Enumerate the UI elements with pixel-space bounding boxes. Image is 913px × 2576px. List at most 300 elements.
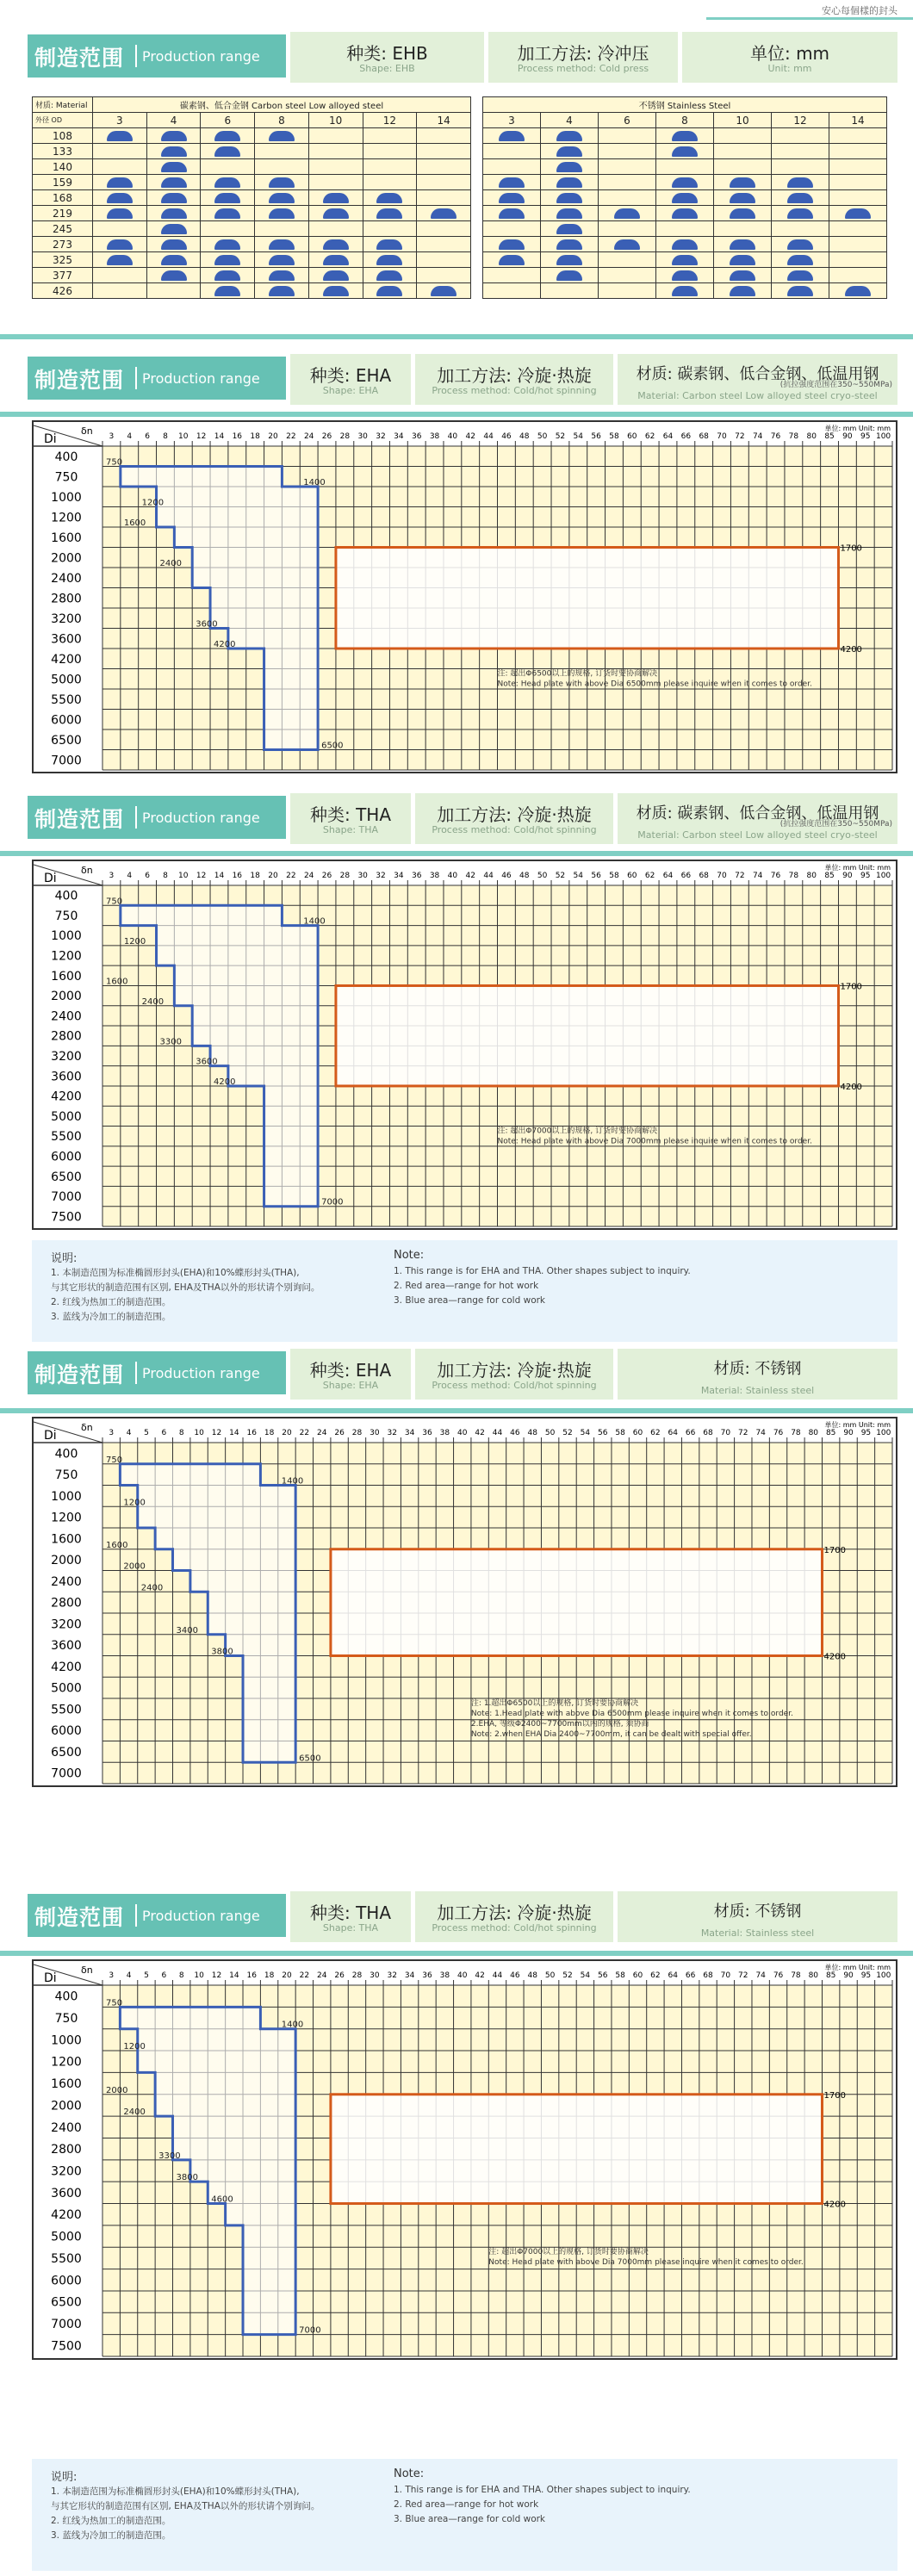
x-tick-label: 100 bbox=[876, 1429, 891, 1437]
head-shape-icon bbox=[672, 208, 698, 219]
range-cell bbox=[599, 283, 656, 299]
range-cell bbox=[714, 175, 772, 190]
thickness-header: 8 bbox=[656, 113, 714, 128]
y-tick-label: 4200 bbox=[51, 1660, 82, 1674]
cold-range-label: 3800 bbox=[176, 2173, 198, 2183]
hot-work-range bbox=[331, 2095, 823, 2204]
head-shape-icon bbox=[499, 208, 525, 219]
x-tick-label: 50 bbox=[537, 432, 548, 441]
range-cell bbox=[772, 283, 829, 299]
thickness-header: 14 bbox=[417, 113, 471, 128]
shape-box bbox=[290, 1346, 411, 1400]
range-cell bbox=[829, 190, 887, 206]
range-section-header bbox=[0, 1339, 913, 1400]
x-tick-label: 44 bbox=[483, 872, 494, 880]
cold-range-label: 3800 bbox=[211, 1647, 233, 1657]
head-shape-icon bbox=[787, 270, 813, 281]
x-tick-label: 46 bbox=[510, 1971, 520, 1980]
head-shape-icon bbox=[323, 255, 349, 265]
range-note: 2.EHA, 等级Φ2400~7700mm以内的规格, 须协商 bbox=[470, 1720, 649, 1729]
hot-work-range bbox=[336, 548, 839, 649]
x-tick-label: 34 bbox=[394, 872, 404, 880]
notes-cn-head: 说明: bbox=[51, 1252, 78, 1265]
range-cell bbox=[541, 159, 599, 175]
x-tick-label: 10 bbox=[194, 1429, 204, 1437]
x-tick-label: 3 bbox=[109, 872, 115, 880]
range-cell bbox=[255, 206, 309, 221]
head-shape-icon bbox=[845, 208, 871, 219]
cold-range-label: 3600 bbox=[196, 619, 218, 630]
x-tick-label: 44 bbox=[483, 432, 494, 441]
y-tick-label: 2000 bbox=[51, 1554, 82, 1568]
material-cn: 材质: 碳素钢、低合金钢、低温用钢 bbox=[636, 365, 879, 383]
range-cell bbox=[93, 144, 147, 159]
range-cell bbox=[483, 144, 541, 159]
y-tick-label: 3600 bbox=[51, 632, 82, 647]
range-cell bbox=[483, 221, 541, 237]
x-tick-label: 68 bbox=[699, 872, 709, 880]
range-cell bbox=[829, 175, 887, 190]
range-cell bbox=[714, 190, 772, 206]
range-cell bbox=[772, 190, 829, 206]
table-row bbox=[483, 128, 887, 144]
head-shape-icon bbox=[161, 177, 187, 188]
range-cell bbox=[714, 128, 772, 144]
range-cell bbox=[483, 268, 541, 283]
x-tick-label: 76 bbox=[773, 1429, 784, 1437]
range-cell bbox=[541, 190, 599, 206]
range-cell bbox=[93, 237, 147, 252]
x-tick-label: 10 bbox=[178, 872, 189, 880]
unit-box bbox=[682, 29, 897, 83]
method-cn: 加工方法: 冷旋·热旋 bbox=[437, 1360, 592, 1381]
y-tick-label: 400 bbox=[54, 889, 78, 903]
range-cell bbox=[829, 221, 887, 237]
note-line-cn: 3. 蓝线为冷加工的制造范围。 bbox=[51, 2530, 171, 2541]
cold-range-label: 1400 bbox=[281, 1476, 304, 1487]
cold-range-label: 750 bbox=[106, 1998, 123, 2008]
note-line-en: 1. This range is for EHA and THA. Other shapes subject to inquiry. bbox=[394, 2485, 691, 2495]
range-cell bbox=[829, 252, 887, 268]
y-tick-label: 6000 bbox=[51, 1150, 82, 1164]
range-cell bbox=[255, 190, 309, 206]
cold-range-label: 1600 bbox=[123, 518, 146, 528]
hot-range-label: 4200 bbox=[823, 1652, 846, 1662]
y-tick-label: 6500 bbox=[51, 2295, 82, 2310]
x-tick-label: 78 bbox=[791, 1429, 801, 1437]
range-cell bbox=[656, 144, 714, 159]
x-tick-label: 38 bbox=[429, 872, 440, 880]
range-cell bbox=[417, 268, 471, 283]
section-header bbox=[28, 1889, 897, 1942]
x-tick-label: 18 bbox=[250, 872, 260, 880]
corner-di-label: Di bbox=[44, 1971, 57, 1985]
range-cell bbox=[363, 159, 417, 175]
material-en: Material: Stainless steel bbox=[700, 1927, 815, 1939]
thickness-header: 8 bbox=[255, 113, 309, 128]
title-cn: 制造范围 bbox=[34, 807, 125, 832]
head-shape-icon bbox=[376, 286, 402, 296]
x-tick-label: 30 bbox=[357, 432, 368, 441]
y-tick-label: 2800 bbox=[51, 1596, 82, 1611]
range-cell bbox=[417, 206, 471, 221]
hot-range-label: 1700 bbox=[823, 1545, 846, 1555]
range-cell bbox=[599, 190, 656, 206]
material-cn: 材质: 不锈钢 bbox=[713, 1360, 802, 1378]
shape-en: Shape: EHB bbox=[359, 63, 415, 74]
x-tick-label: 26 bbox=[321, 872, 332, 880]
head-shape-icon bbox=[161, 255, 187, 265]
x-tick-label: 78 bbox=[791, 1971, 801, 1980]
head-shape-icon bbox=[214, 131, 240, 141]
x-tick-label: 42 bbox=[465, 432, 475, 441]
corner-di-label: Di bbox=[44, 872, 57, 885]
head-shape-icon bbox=[376, 208, 402, 219]
x-tick-label: 85 bbox=[825, 1429, 836, 1437]
x-tick-label: 72 bbox=[738, 1971, 748, 1980]
x-tick-label: 24 bbox=[316, 1971, 327, 1980]
material-box bbox=[618, 351, 897, 405]
x-tick-label: 24 bbox=[303, 872, 314, 880]
diameter-cell: 159 bbox=[33, 175, 93, 190]
y-tick-label: 1600 bbox=[51, 2077, 82, 2092]
cold-range-label: 4200 bbox=[214, 640, 236, 649]
range-cell bbox=[255, 237, 309, 252]
head-shape-icon bbox=[323, 208, 349, 219]
title-divider bbox=[135, 45, 137, 67]
x-tick-label: 68 bbox=[703, 1971, 713, 1980]
y-tick-label: 3200 bbox=[51, 1050, 82, 1064]
shape-cn: 种类: THA bbox=[309, 1903, 392, 1923]
x-tick-label: 95 bbox=[860, 1971, 872, 1980]
range-cell bbox=[417, 159, 471, 175]
y-tick-label: 1000 bbox=[51, 1489, 82, 1504]
head-shape-icon bbox=[269, 131, 295, 141]
material-en: Material: Carbon steel Low alloyed steel cryo-steel bbox=[637, 829, 878, 841]
x-tick-label: 76 bbox=[770, 872, 781, 880]
x-tick-label: 8 bbox=[163, 872, 168, 880]
unit-cn: 单位: mm bbox=[749, 43, 830, 64]
range-cell bbox=[255, 159, 309, 175]
x-tick-label: 72 bbox=[738, 1429, 748, 1437]
unit-label: 单位: mm Unit: mm bbox=[824, 1421, 891, 1429]
head-shape-icon bbox=[614, 239, 640, 250]
range-cell bbox=[829, 128, 887, 144]
x-tick-label: 6 bbox=[161, 1971, 167, 1980]
range-cell bbox=[656, 175, 714, 190]
range-cell bbox=[541, 252, 599, 268]
shape-en: Shape: THA bbox=[322, 1922, 379, 1934]
y-tick-label: 1200 bbox=[51, 1511, 82, 1525]
x-tick-label: 72 bbox=[735, 872, 745, 880]
x-tick-label: 3 bbox=[109, 1971, 115, 1980]
thickness-header: 10 bbox=[714, 113, 772, 128]
x-tick-label: 3 bbox=[109, 1429, 115, 1437]
y-tick-label: 2800 bbox=[51, 1029, 82, 1044]
head-shape-icon bbox=[730, 255, 755, 265]
y-tick-label: 400 bbox=[54, 1447, 78, 1462]
range-cell bbox=[599, 144, 656, 159]
range-cell bbox=[146, 221, 201, 237]
table-row bbox=[33, 190, 471, 206]
range-cell bbox=[93, 221, 147, 237]
x-tick-label: 95 bbox=[860, 432, 871, 441]
divider-band bbox=[0, 1951, 913, 1956]
head-shape-icon bbox=[556, 255, 582, 265]
x-tick-label: 36 bbox=[422, 1429, 432, 1437]
range-cell bbox=[146, 252, 201, 268]
x-tick-label: 48 bbox=[527, 1429, 537, 1437]
range-cell bbox=[146, 206, 201, 221]
range-note: Note: 1.Head plate with above Dia 6500mm please inquire when it comes to order. bbox=[470, 1710, 793, 1718]
x-tick-label: 30 bbox=[357, 872, 368, 880]
x-tick-label: 22 bbox=[299, 1971, 310, 1980]
range-cell bbox=[146, 159, 201, 175]
range-cell bbox=[93, 252, 147, 268]
shape-en: Shape: THA bbox=[322, 824, 379, 835]
title-en: Production range bbox=[142, 1908, 260, 1924]
range-cell bbox=[308, 190, 363, 206]
material-corner: 材质: Material bbox=[33, 97, 93, 113]
x-tick-label: 12 bbox=[211, 1971, 222, 1980]
y-tick-label: 4200 bbox=[51, 2208, 82, 2223]
note-line-cn: 与其它形状的制造范围有区别, EHA及THA以外的形状请个别询问。 bbox=[51, 2501, 320, 2511]
range-cell bbox=[146, 190, 201, 206]
y-tick-label: 5000 bbox=[51, 2230, 82, 2244]
range-cell bbox=[599, 175, 656, 190]
x-tick-label: 56 bbox=[598, 1971, 608, 1980]
slogan: 安心每個樣的封头 bbox=[822, 5, 897, 16]
x-tick-label: 56 bbox=[591, 432, 601, 441]
cold-range-label: 3600 bbox=[196, 1057, 218, 1067]
x-tick-label: 12 bbox=[196, 872, 207, 880]
shape-cn: 种类: EHB bbox=[346, 43, 428, 64]
head-shape-icon bbox=[376, 255, 402, 265]
cold-range-label: 7000 bbox=[321, 1197, 344, 1207]
x-tick-label: 8 bbox=[163, 432, 168, 441]
x-tick-label: 4 bbox=[126, 1429, 132, 1437]
y-tick-label: 5500 bbox=[51, 692, 82, 707]
x-tick-label: 32 bbox=[387, 1971, 397, 1980]
x-tick-label: 52 bbox=[562, 1429, 573, 1437]
x-tick-label: 22 bbox=[286, 432, 296, 441]
x-tick-label: 14 bbox=[214, 872, 225, 880]
head-shape-icon bbox=[107, 131, 133, 141]
title-cn: 制造范围 bbox=[34, 368, 125, 393]
y-tick-label: 5500 bbox=[51, 1703, 82, 1717]
x-tick-label: 76 bbox=[770, 432, 781, 441]
range-cell bbox=[656, 128, 714, 144]
y-tick-label: 1600 bbox=[51, 1532, 82, 1547]
head-shape-icon bbox=[431, 286, 456, 296]
y-tick-label: 2400 bbox=[51, 1009, 82, 1024]
method-cn: 加工方法: 冷旋·热旋 bbox=[437, 365, 592, 386]
corner-di-label: Di bbox=[44, 1429, 57, 1443]
x-tick-label: 56 bbox=[598, 1429, 608, 1437]
diameter-cell: 140 bbox=[33, 159, 93, 175]
y-tick-label: 5000 bbox=[51, 1681, 82, 1696]
cold-range-label: 7000 bbox=[299, 2325, 321, 2336]
y-tick-label: 2000 bbox=[51, 2099, 82, 2114]
x-tick-label: 6 bbox=[145, 872, 150, 880]
thickness-header: 4 bbox=[146, 113, 201, 128]
range-section-header bbox=[0, 784, 913, 844]
x-tick-label: 52 bbox=[555, 872, 566, 880]
diameter-cell: 133 bbox=[33, 144, 93, 159]
x-tick-label: 58 bbox=[615, 1429, 625, 1437]
x-tick-label: 76 bbox=[773, 1971, 784, 1980]
range-cell bbox=[599, 221, 656, 237]
head-shape-icon bbox=[376, 193, 402, 203]
x-tick-label: 40 bbox=[457, 1971, 468, 1980]
cold-range-label: 4600 bbox=[211, 2194, 233, 2205]
head-shape-icon bbox=[499, 177, 525, 188]
range-cell bbox=[714, 159, 772, 175]
head-shape-icon bbox=[730, 270, 755, 281]
shape-cn: 种类: EHA bbox=[309, 1360, 392, 1381]
range-cell bbox=[363, 237, 417, 252]
title-en: Production range bbox=[142, 48, 260, 65]
head-shape-icon bbox=[376, 239, 402, 250]
head-shape-icon bbox=[214, 286, 240, 296]
range-cell bbox=[714, 206, 772, 221]
cold-range-label: 750 bbox=[106, 457, 123, 468]
x-tick-label: 66 bbox=[685, 1429, 696, 1437]
range-cell bbox=[201, 190, 255, 206]
corner-di-label: Di bbox=[44, 432, 57, 446]
table-row bbox=[33, 144, 471, 159]
head-shape-icon bbox=[845, 286, 871, 296]
range-cell bbox=[772, 237, 829, 252]
shape-en: Shape: EHA bbox=[322, 385, 379, 396]
shape-box bbox=[290, 1889, 411, 1942]
x-tick-label: 16 bbox=[232, 432, 243, 441]
cold-range-label: 3300 bbox=[159, 1037, 182, 1047]
range-cell bbox=[541, 237, 599, 252]
head-shape-icon bbox=[787, 286, 813, 296]
y-tick-label: 6000 bbox=[51, 713, 82, 728]
material-extra: (抗拉强度范围在350~550MPa) bbox=[779, 820, 892, 829]
table-row bbox=[483, 237, 887, 252]
cold-range-label: 2400 bbox=[123, 2107, 146, 2118]
divider-band bbox=[0, 1408, 913, 1413]
x-tick-label: 34 bbox=[404, 1429, 415, 1437]
method-en: Process method: Cold/hot spinning bbox=[432, 1380, 597, 1391]
range-cell bbox=[146, 237, 201, 252]
method-cn: 加工方法: 冷冲压 bbox=[517, 43, 649, 64]
cold-range-label: 2000 bbox=[123, 1561, 146, 1572]
x-tick-label: 28 bbox=[339, 872, 351, 880]
range-cell bbox=[417, 128, 471, 144]
cold-range-label: 1600 bbox=[106, 977, 128, 987]
x-tick-label: 14 bbox=[214, 432, 225, 441]
x-tick-label: 32 bbox=[387, 1429, 397, 1437]
y-tick-label: 3600 bbox=[51, 1639, 82, 1654]
x-tick-label: 90 bbox=[843, 1971, 854, 1980]
head-shape-icon bbox=[499, 255, 525, 265]
x-tick-label: 6 bbox=[161, 1429, 167, 1437]
thickness-header: 6 bbox=[599, 113, 656, 128]
method-en: Process method: Cold/hot spinning bbox=[432, 1922, 597, 1934]
x-tick-label: 68 bbox=[703, 1429, 713, 1437]
x-tick-label: 85 bbox=[825, 1971, 836, 1980]
range-cell bbox=[146, 144, 201, 159]
range-cell bbox=[255, 221, 309, 237]
range-cell bbox=[772, 206, 829, 221]
y-tick-label: 1600 bbox=[51, 969, 82, 984]
x-tick-label: 60 bbox=[627, 872, 637, 880]
method-box bbox=[415, 351, 613, 405]
x-tick-label: 90 bbox=[842, 432, 853, 441]
x-tick-label: 56 bbox=[591, 872, 601, 880]
x-tick-label: 44 bbox=[492, 1971, 503, 1980]
y-tick-label: 3200 bbox=[51, 2164, 82, 2179]
head-shape-icon bbox=[499, 131, 525, 141]
x-tick-label: 36 bbox=[422, 1971, 432, 1980]
range-cell bbox=[483, 175, 541, 190]
range-cell bbox=[483, 237, 541, 252]
head-shape-icon bbox=[672, 193, 698, 203]
range-cell bbox=[714, 252, 772, 268]
range-cell bbox=[829, 268, 887, 283]
table-row bbox=[483, 268, 887, 283]
material-box bbox=[618, 791, 897, 844]
x-tick-label: 18 bbox=[250, 432, 260, 441]
head-shape-icon bbox=[730, 286, 755, 296]
range-cell bbox=[363, 144, 417, 159]
x-tick-label: 30 bbox=[370, 1429, 380, 1437]
table-row bbox=[483, 159, 887, 175]
x-tick-label: 62 bbox=[644, 872, 655, 880]
range-chart bbox=[32, 1417, 897, 1787]
head-shape-icon bbox=[323, 286, 349, 296]
y-tick-label: 400 bbox=[54, 1989, 78, 2004]
range-cell bbox=[146, 283, 201, 299]
x-tick-label: 34 bbox=[394, 432, 404, 441]
material-cn: 材质: 碳素钢、低合金钢、低温用钢 bbox=[636, 804, 879, 822]
x-tick-label: 12 bbox=[196, 432, 207, 441]
y-tick-label: 400 bbox=[54, 450, 78, 464]
x-tick-label: 64 bbox=[662, 872, 674, 880]
x-tick-label: 20 bbox=[282, 1429, 292, 1437]
range-note: 注: 超出Φ7000以上的规格, 订货时要协商解决 bbox=[497, 1127, 658, 1136]
shape-cn: 种类: EHA bbox=[309, 365, 392, 386]
x-tick-label: 20 bbox=[282, 1971, 292, 1980]
y-tick-label: 6000 bbox=[51, 1724, 82, 1739]
title-divider bbox=[135, 1904, 137, 1927]
cold-range-label: 1400 bbox=[303, 916, 326, 927]
x-tick-label: 95 bbox=[860, 872, 871, 880]
x-tick-label: 66 bbox=[680, 432, 692, 441]
ehb-header bbox=[28, 29, 897, 83]
range-cell bbox=[772, 144, 829, 159]
cold-range-label: 6500 bbox=[321, 741, 344, 751]
x-tick-label: 20 bbox=[268, 432, 278, 441]
x-tick-label: 54 bbox=[573, 872, 584, 880]
divider-band bbox=[0, 412, 913, 417]
range-cell bbox=[417, 252, 471, 268]
range-cell bbox=[656, 221, 714, 237]
x-tick-label: 40 bbox=[457, 1429, 468, 1437]
head-shape-icon bbox=[161, 270, 187, 281]
x-tick-label: 10 bbox=[194, 1971, 204, 1980]
y-tick-label: 3200 bbox=[51, 611, 82, 626]
x-tick-label: 74 bbox=[755, 1429, 766, 1437]
x-tick-label: 46 bbox=[510, 1429, 520, 1437]
head-shape-icon bbox=[672, 255, 698, 265]
x-tick-label: 36 bbox=[411, 872, 422, 880]
range-cell bbox=[363, 252, 417, 268]
